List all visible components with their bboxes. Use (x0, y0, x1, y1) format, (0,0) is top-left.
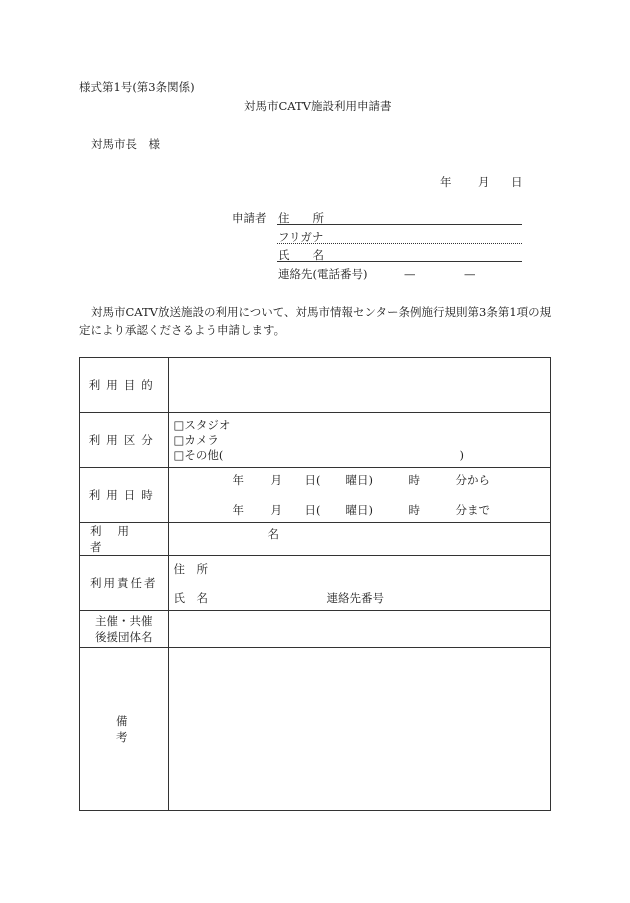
addressee: 対馬市長 様 (91, 137, 160, 151)
remarks-field[interactable] (168, 648, 551, 811)
purpose-label: 利用目的 (88, 378, 159, 392)
row-category (80, 413, 551, 468)
dt-start-hour: 時 (408, 473, 420, 487)
category-other-close: ) (459, 448, 464, 462)
dt-end-year: 年 (232, 503, 244, 517)
manager-label: 利用責任者 (90, 576, 158, 590)
applicant-contact-label: 連絡先(電話番号) (278, 267, 368, 281)
sponsor-field[interactable] (168, 611, 551, 648)
datetime-label-cell (80, 468, 169, 523)
dt-end-month: 月 (270, 503, 282, 517)
row-sponsor (80, 611, 551, 648)
date-month: 月 (478, 175, 490, 189)
dt-start-day: 日( (304, 473, 321, 487)
dt-end-day: 日( (304, 503, 321, 517)
category-option-camera[interactable]: □カメラ (173, 433, 219, 447)
row-users (80, 523, 551, 556)
row-purpose (80, 358, 551, 413)
date-day: 日 (511, 175, 523, 189)
datetime-field (168, 468, 551, 523)
row-manager (80, 556, 551, 611)
users-label: 利用者 (90, 524, 145, 554)
dt-end-hour: 時 (408, 503, 420, 517)
applicant-address-underline (277, 224, 522, 225)
applicant-furigana-label: フリガナ (278, 230, 324, 244)
dt-end-until: 分まで (455, 503, 490, 517)
dt-start-weekday: 曜日) (345, 473, 373, 487)
row-remarks (80, 648, 551, 811)
manager-label-cell (80, 556, 169, 611)
applicant-name-underline (277, 261, 522, 262)
application-table (79, 357, 551, 811)
category-label-cell (80, 413, 169, 468)
applicant-name-label: 氏 名 (278, 248, 324, 262)
purpose-label-cell (80, 358, 169, 413)
applicant-address-label: 住 所 (278, 211, 324, 225)
manager-address-label: 住 所 (173, 562, 208, 576)
remarks-label-cell (80, 648, 169, 811)
category-option-other[interactable]: □その他( (173, 448, 224, 462)
applicant-furigana-underline (277, 243, 522, 244)
form-number: 様式第1号(第3条関係) (79, 80, 195, 94)
sponsor-label-2: 後援団体名 (95, 630, 153, 644)
document-title: 対馬市CATV施設利用申請書 (244, 99, 392, 113)
datetime-label: 利用日時 (88, 488, 159, 502)
users-field (168, 523, 551, 556)
applicant-label: 申請者 (232, 211, 267, 225)
remarks-label: 備考 (116, 714, 168, 744)
dt-start-from: 分から (455, 473, 490, 487)
users-count-unit: 名 (267, 527, 279, 541)
date-year: 年 (440, 175, 452, 189)
manager-contact-label: 連絡先番号 (326, 591, 384, 605)
manager-name-label: 氏 名 (173, 591, 208, 605)
category-field (168, 413, 551, 468)
row-datetime (80, 468, 551, 523)
body-text-line-1: 対馬市CATV放送施設の利用について、対馬市情報センター条例施行規則第3条第1項の規 (91, 305, 552, 319)
purpose-field[interactable] (168, 358, 551, 413)
body-text-line-2: 定により承認くださるよう申請します。 (79, 323, 286, 337)
dt-end-weekday: 曜日) (345, 503, 373, 517)
sponsor-label-1: 主催・共催 (95, 614, 153, 628)
sponsor-label-cell (80, 611, 169, 648)
category-option-studio[interactable]: □スタジオ (173, 418, 231, 432)
manager-field (168, 556, 551, 611)
phone-dash-1: — (404, 267, 416, 281)
phone-dash-2: — (464, 267, 476, 281)
users-label-cell (80, 523, 169, 556)
dt-start-year: 年 (232, 473, 244, 487)
dt-start-month: 月 (270, 473, 282, 487)
category-label: 利用区分 (88, 433, 159, 447)
